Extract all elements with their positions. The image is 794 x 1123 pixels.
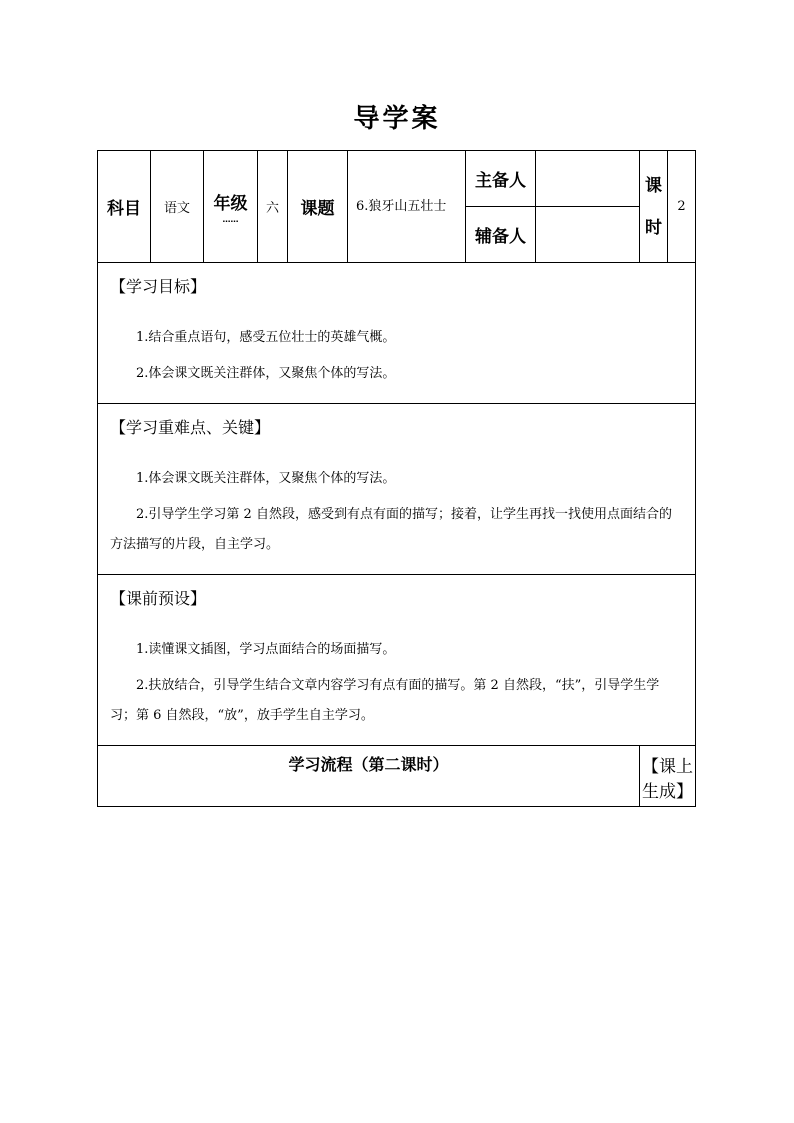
topic-value: 6.狼牙山五壮士 (348, 151, 466, 263)
section-item: 2.扶放结合，引导学生结合文章内容学习有点有面的描写。第 2 自然段，“扶”，引导学生学习；第 6 自然段，“放”，放手学生自主学习。 (110, 678, 660, 723)
section-item: 2.体会课文既关注群体，又聚焦个体的写法。 (136, 366, 396, 381)
main-preparer-label: 主备人 (466, 151, 536, 207)
period-label-bottom: 时 (645, 217, 662, 238)
grade-label: 年级 (213, 194, 248, 214)
section-item: 1.读懂课文插图，学习点面结合的场面描写。 (136, 642, 396, 657)
section-item: 2.引导学生学习第 2 自然段，感受到有点有面的描写；接着，让学生再找一找使用点面结合的方法描写的片段，自主学习。 (110, 507, 672, 552)
subject-label: 科目 (98, 151, 151, 263)
section-title: 【课前预设】 (110, 589, 207, 608)
assistant-preparer-label: 辅备人 (466, 207, 536, 263)
section-title: 【学习重难点、关键】 (110, 418, 271, 437)
assistant-preparer-value (536, 207, 640, 263)
period-label (640, 151, 668, 263)
main-preparer-value (536, 151, 640, 207)
key-points-section (98, 404, 696, 575)
learning-objectives-section (98, 263, 696, 404)
grade-label-cell (204, 151, 258, 263)
section-item: 1.体会课文既关注群体，又聚焦个体的写法。 (136, 471, 396, 486)
learning-flow-label: 学习流程（第二课时） (98, 746, 640, 807)
grade-value: 六 (258, 151, 288, 263)
page-title: 导学案 (353, 104, 441, 134)
lesson-plan-table (97, 150, 696, 807)
period-label-top: 课 (645, 175, 662, 196)
dotted-underline: …… (222, 215, 239, 224)
in-class-outcome-label: 【课上生成】 (640, 746, 696, 807)
pre-class-plan-section (98, 575, 696, 746)
section-item: 1.结合重点语句，感受五位壮士的英雄气概。 (136, 330, 396, 345)
section-title: 【学习目标】 (110, 277, 207, 296)
period-value: 2 (668, 151, 696, 263)
topic-label: 课题 (288, 151, 348, 263)
subject-value: 语文 (151, 151, 204, 263)
